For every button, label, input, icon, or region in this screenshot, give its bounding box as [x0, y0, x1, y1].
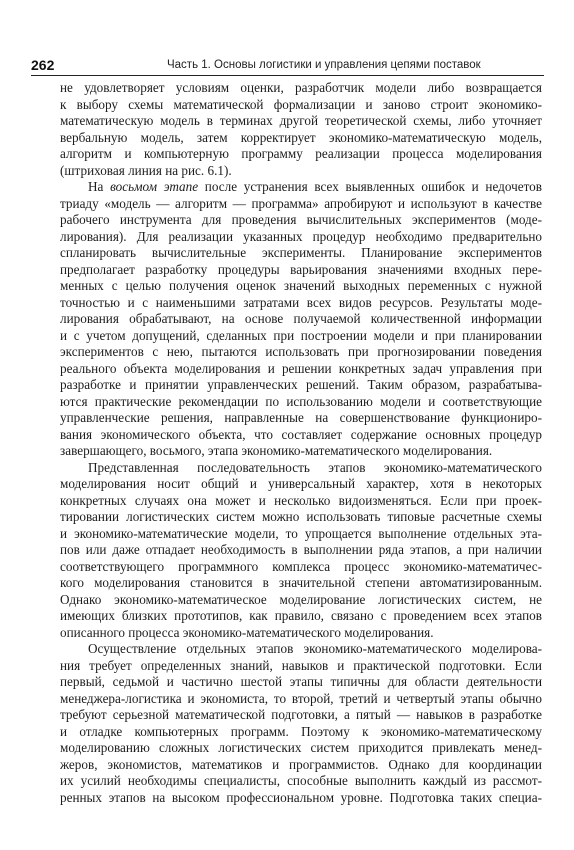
text-line: менных с целью получения оценок значений выходных переменных с нужной — [60, 278, 542, 293]
text-line: вербальную модель, затем корректирует экономико-математическую модель, — [60, 129, 542, 145]
text-line: и с учетом допущений, сделанных при построении модели и при планировании — [60, 327, 542, 343]
text-line: Представленная последовательность этапов экономико-математического — [88, 459, 542, 475]
text-line: реального объекта моделирования и решении конкретных задач управления при — [60, 360, 542, 376]
text-line: точностью и с наименьшими затратами всех видов ресурсов. Результаты моде- — [60, 294, 542, 310]
text-line: управленческие решения, направленные на совершенствование функциониро- — [60, 410, 542, 425]
text-line: тировании логистических систем можно использовать типовые расчетные схемы — [60, 509, 542, 524]
running-title: Часть 1. Основы логистики и управления цепями поставок — [167, 59, 481, 71]
text-line: лирования обрабатывают, на основе получаемой количественной информации — [60, 311, 542, 326]
paragraph — [60, 641, 542, 806]
text-line: Однако экономико-математическое моделирование логистических систем, не — [60, 591, 542, 607]
text-line — [60, 179, 542, 196]
text-line: их усилий необходимы специалисты, способные выполнить каждый из рассмот- — [60, 773, 542, 788]
text-line: завершающего, восьмого, этапа экономико-математического моделирования. — [60, 443, 493, 458]
text-line: кого моделирования становится в значительной степени автоматизированным. — [60, 575, 542, 590]
text-line: математическую модель в терминах другой теоретической схемы, либо уточняет — [60, 113, 542, 128]
text-run: после устранения всех выявленных ошибок и недочетов — [198, 179, 542, 194]
text-line: предполагает разработку процедуры варьирования значениями входных пере- — [60, 261, 542, 277]
text-line: вания экономического объекта, что составляет содержание основных процедур — [60, 426, 542, 442]
text-line: триаду «модель — алгоритм — программа» апробируют и используют в качестве — [60, 195, 542, 211]
text-line: (штриховая линия на рис. 6.1). — [60, 162, 232, 178]
text-line: лирования). Для реализации указанных процедур необходимо предварительно — [60, 228, 542, 244]
page-number: 262 — [31, 57, 55, 73]
text-line: спланировать вычислительные эксперименты. Планирование экспериментов — [60, 245, 542, 260]
text-line: описанного процесса экономико-математического моделирования. — [60, 624, 434, 640]
text-line: рабочего инструмента для проведения вычислительных экспериментов (моде- — [60, 212, 542, 227]
text-line: первый, седьмой и частично шестой этапы типичны для области деятельности — [60, 674, 542, 689]
text-line: к выбору схемы математической формализации и заново строит экономико- — [60, 96, 542, 112]
text-line: экспериментов с нею, пытаются использовать при прогнозировании поведения — [60, 344, 542, 359]
text-line: и отладке компьютерных программ. Поэтому к экономико-математическому — [60, 723, 542, 739]
text-line: жеров, экономистов, математиков и программистов. Однако для координации — [60, 756, 542, 772]
header-rule — [31, 75, 544, 76]
text-line: требуют серьезной математической подготовки, а пятый — навыков в разработке — [60, 707, 542, 722]
text-line: моделированию сложных логистических систем приходится привлекать менед- — [60, 740, 542, 755]
text-line: алгоритм и компьютерную программу реализации процесса моделирования — [60, 146, 542, 161]
text-line: ются практические рекомендации по использованию модели и соответствующие — [60, 393, 542, 409]
text-line: пов или даже отпадает необходимость в выполнении ряда этапов, а при наличии — [60, 542, 542, 557]
text-line: конкретных случаях она может и несколько видоизменяться. Если при проек- — [60, 492, 542, 508]
text-line: моделирования носит общий и универсальный характер, хотя в некоторых — [60, 476, 542, 491]
text-line: ренных этапов на высоком профессиональном уровне. Подготовка таких специа- — [60, 789, 542, 805]
page-header — [31, 56, 544, 76]
paragraph — [60, 460, 542, 642]
text-line: соответствующего программного комплекса процесс экономико-математичес- — [60, 558, 542, 574]
text-line: не удовлетворяет условиям оценки, разработчик модели либо возвращается — [60, 80, 542, 95]
text-line: менеджера-логистика и экономиста, то второй, третий и четвертый этапы обычно — [60, 690, 542, 706]
text-line: и экономико-математические модели, то упрощается выполнение отдельных эта- — [60, 525, 542, 541]
emphasis-text: восьмом этапе — [110, 179, 199, 194]
text-line: имеющих близких прототипов, как правило, связано с проведением всех этапов — [60, 608, 542, 623]
paragraph — [60, 179, 542, 460]
paragraph — [60, 80, 542, 179]
text-line: разработке и принятии управленческих решений. Таким образом, разрабатыва- — [60, 377, 542, 392]
text-run: На — [88, 179, 111, 194]
text-line: Осуществление отдельных этапов экономико-математического моделирова- — [88, 641, 542, 656]
body-text — [60, 80, 542, 806]
text-line: ния требует определенных знаний, навыков и практической подготовки. Если — [60, 657, 542, 673]
